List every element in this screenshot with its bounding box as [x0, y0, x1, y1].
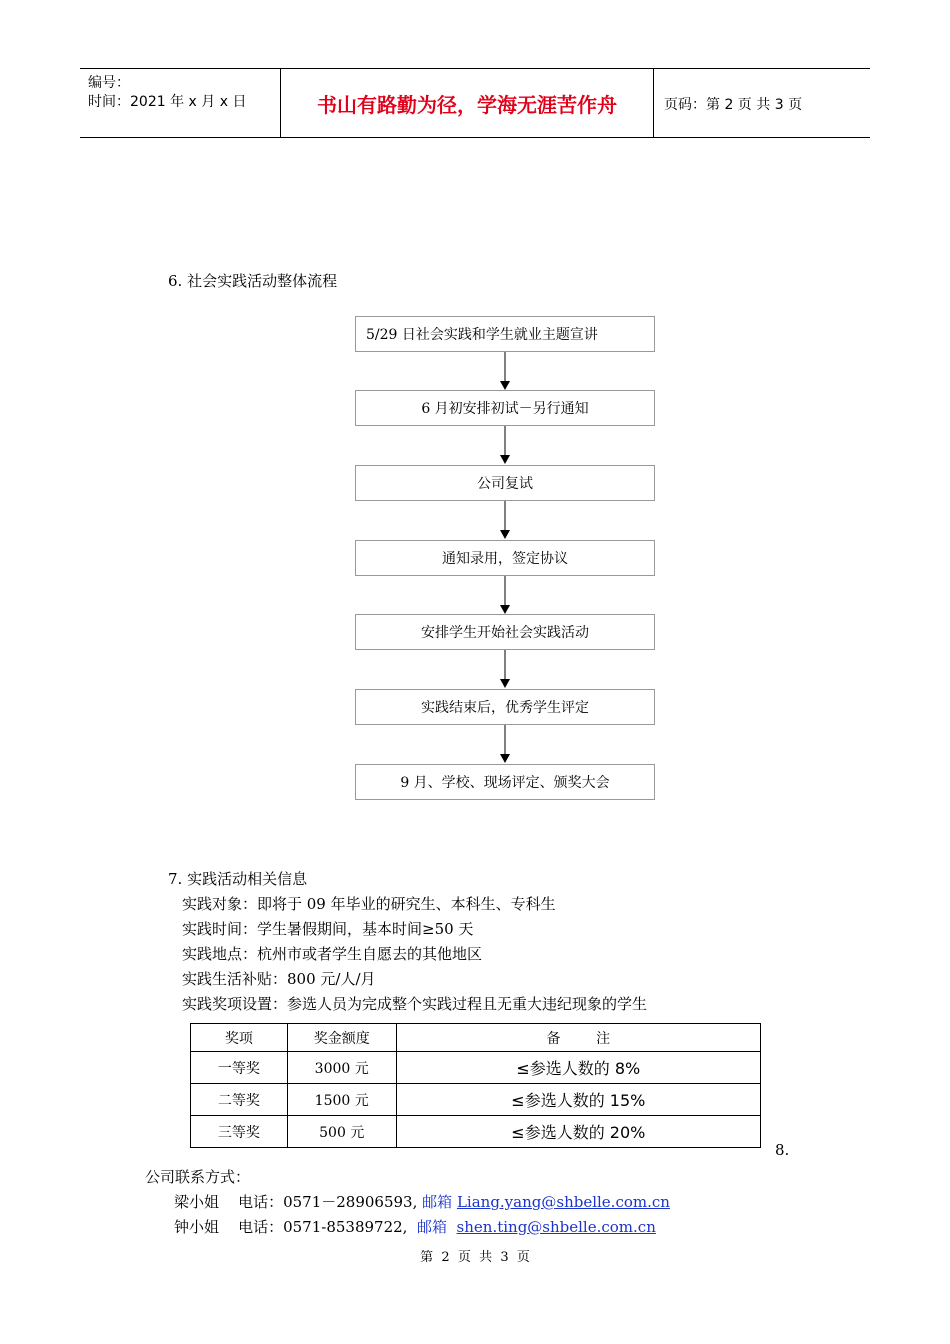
award-note: ≤参选人数的 8%: [396, 1052, 760, 1084]
contact-email-label: 邮箱: [416, 1218, 447, 1236]
header-page-info: 页码：第 2 页 共 3 页: [664, 97, 803, 113]
section7-title: 7. 实践活动相关信息: [168, 870, 308, 888]
award-name: 二等奖: [191, 1084, 288, 1116]
page-header: [80, 68, 870, 138]
info-location: 实践地点：杭州市或者学生自愿去的其他地区: [182, 945, 483, 963]
table-row: [191, 1084, 761, 1116]
info-target: 实践对象：即将于 09 年毕业的研究生、本科生、专科生: [182, 895, 556, 913]
contact-row: [174, 1191, 670, 1212]
info-time: 实践时间：学生暑假期间，基本时间≥50 天: [182, 920, 474, 938]
award-amount: 1500 元: [287, 1084, 396, 1116]
contact-email-link[interactable]: Liang.yang@shbelle.com.cn: [456, 1193, 670, 1211]
page-footer: 第 2 页 共 3 页: [420, 1250, 530, 1265]
table-row: [191, 1052, 761, 1084]
info-allowance: 实践生活补贴：800 元/人/月: [182, 970, 376, 988]
header-award: 奖项: [191, 1024, 288, 1052]
section8-title: 公司联系方式：: [145, 1168, 251, 1186]
flow-arrow-5: [498, 650, 512, 688]
contact-name-phone: 钟小姐 电话：0571-85389722,: [174, 1218, 408, 1236]
award-amount: 500 元: [287, 1116, 396, 1148]
flow-step-5: 安排学生开始社会实践活动: [355, 614, 655, 650]
table-row: [191, 1116, 761, 1148]
doc-date-label: 时间：2021 年 x 月 x 日: [88, 94, 247, 110]
award-name: 一等奖: [191, 1052, 288, 1084]
header-motto: 书山有路勤为径，学海无涯苦作舟: [281, 69, 654, 137]
awards-table: [190, 1023, 761, 1148]
award-note: ≤参选人数的 20%: [396, 1116, 760, 1148]
process-flowchart: [355, 316, 657, 802]
flow-arrow-3: [498, 501, 512, 539]
flow-step-4: 通知录用，签定协议: [355, 540, 655, 576]
header-amount: 奖金额度: [287, 1024, 396, 1052]
flow-step-7: 9 月、学校、现场评定、颁奖大会: [355, 764, 655, 800]
flow-arrow-1: [498, 352, 512, 390]
flow-step-3: 公司复试: [355, 465, 655, 501]
info-awards: 实践奖项设置：参选人员为完成整个实践过程且无重大违纪现象的学生: [182, 995, 648, 1013]
header-note: 备 注: [396, 1024, 760, 1052]
award-note: ≤参选人数的 15%: [396, 1084, 760, 1116]
award-amount: 3000 元: [287, 1052, 396, 1084]
flow-step-2: 6 月初安排初试－另行通知: [355, 390, 655, 426]
flow-step-6: 实践结束后，优秀学生评定: [355, 689, 655, 725]
contact-email-label: 邮箱: [422, 1193, 453, 1211]
flow-arrow-6: [498, 725, 512, 763]
contact-name-phone: 梁小姐 电话：0571－28906593,: [174, 1193, 418, 1211]
doc-number-label: 编号：: [88, 75, 130, 91]
award-name: 三等奖: [191, 1116, 288, 1148]
table-header-row: [191, 1024, 761, 1052]
flow-arrow-2: [498, 426, 512, 464]
header-meta-cell: [80, 69, 281, 137]
contact-row: [174, 1216, 656, 1237]
section6-title: 6. 社会实践活动整体流程: [168, 272, 338, 290]
section8-number: 8.: [775, 1141, 790, 1159]
contact-email-link[interactable]: shen.ting@shbelle.com.cn: [456, 1218, 656, 1236]
flow-step-1: 5/29 日社会实践和学生就业主题宣讲: [355, 316, 655, 352]
flow-arrow-4: [498, 576, 512, 614]
